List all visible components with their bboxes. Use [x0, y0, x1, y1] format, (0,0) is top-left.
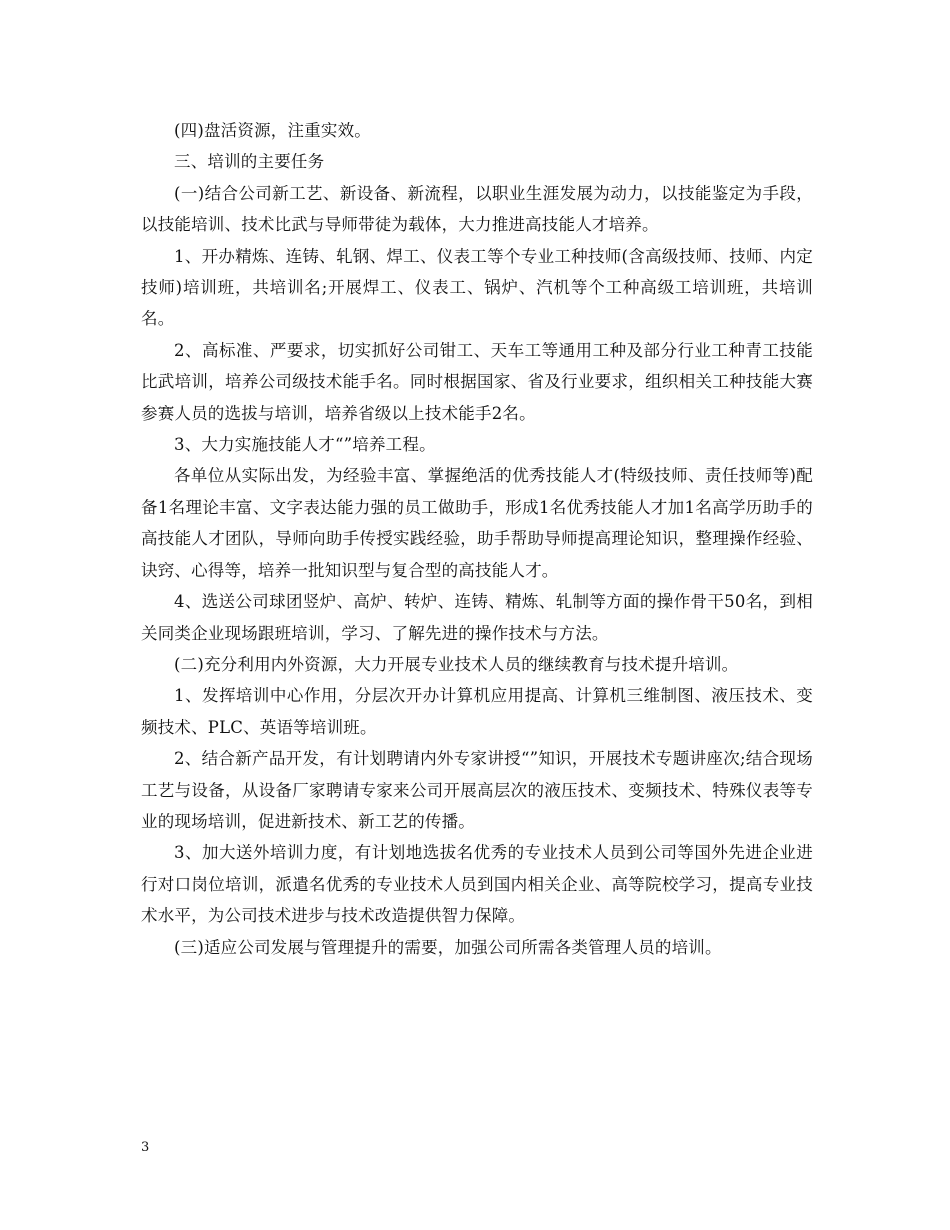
paragraph: 1、发挥培训中心作用，分层次开办计算机应用提高、计算机三维制图、液压技术、变频技术、PLC、英语等培训班。	[141, 686, 813, 737]
paragraph: 3、大力实施技能人才“”培养工程。	[174, 435, 436, 455]
paragraph: 3、加大送外培训力度，有计划地选拔名优秀的专业技术人员到公司等国外先进企业进行对口岗位培训，派遣名优秀的专业技术人员到国内相关企业、高等院校学习，提高专业技术水平，为公司技术进步与技术改造提供智力保障。	[141, 843, 813, 926]
paragraph: 2、高标准、严要求，切实抓好公司钳工、天车工等通用工种及部分行业工种青工技能比武培训，培养公司级技术能手名。同时根据国家、省及行业要求，组织相关工种技能大赛参赛人员的选拔与培训，培养省级以上技术能手2名。	[141, 340, 813, 423]
section-heading: 三、培训的主要任务	[174, 152, 325, 172]
paragraph: (四)盘活资源，注重实效。	[174, 121, 371, 140]
paragraph: (三)适应公司发展与管理提升的需要，加强公司所需各类管理人员的培训。	[174, 937, 722, 957]
paragraph: 4、选送公司球团竖炉、高炉、转炉、连铸、精炼、轧制等方面的操作骨干50名，到相关同类企业现场跟班培训，学习、了解先进的操作技术与方法。	[141, 592, 813, 643]
paragraph: 1、开办精炼、连铸、轧钢、焊工、仪表工等个专业工种技师(含高级技师、技师、内定技师)培训班，共培训名;开展焊工、仪表工、锅炉、汽机等个工种高级工培训班，共培训名。	[141, 246, 813, 329]
paragraph: (一)结合公司新工艺、新设备、新流程，以职业生涯发展为动力，以技能鉴定为手段，以技能培训、技术比武与导师带徒为载体，大力推进高技能人才培养。	[141, 183, 813, 235]
paragraph: 2、结合新产品开发，有计划聘请内外专家讲授“”知识，开展技术专题讲座次;结合现场工艺与设备，从设备厂家聘请专家来公司开展高层次的液压技术、变频技术、特殊仪表等专业的现场培训，促进新技术、新工艺的传播。	[141, 749, 813, 831]
body-text	[141, 115, 813, 963]
page-number: 3	[141, 1140, 150, 1155]
paragraph: 各单位从实际出发，为经验丰富、掌握绝活的优秀技能人才(特级技师、责任技师等)配备1名理论丰富、文字表达能力强的员工做助手，形成1名优秀技能人才加1名高学历助手的高技能人才团队，导师向助手传授实践经验，助手帮助导师提高理论知识，整理操作经验、诀窍、心得等，培养一批知识型与复合型的高技能人才。	[141, 466, 813, 580]
paragraph: (二)充分利用内外资源，大力开展专业技术人员的继续教育与技术提升培训。	[174, 654, 739, 674]
